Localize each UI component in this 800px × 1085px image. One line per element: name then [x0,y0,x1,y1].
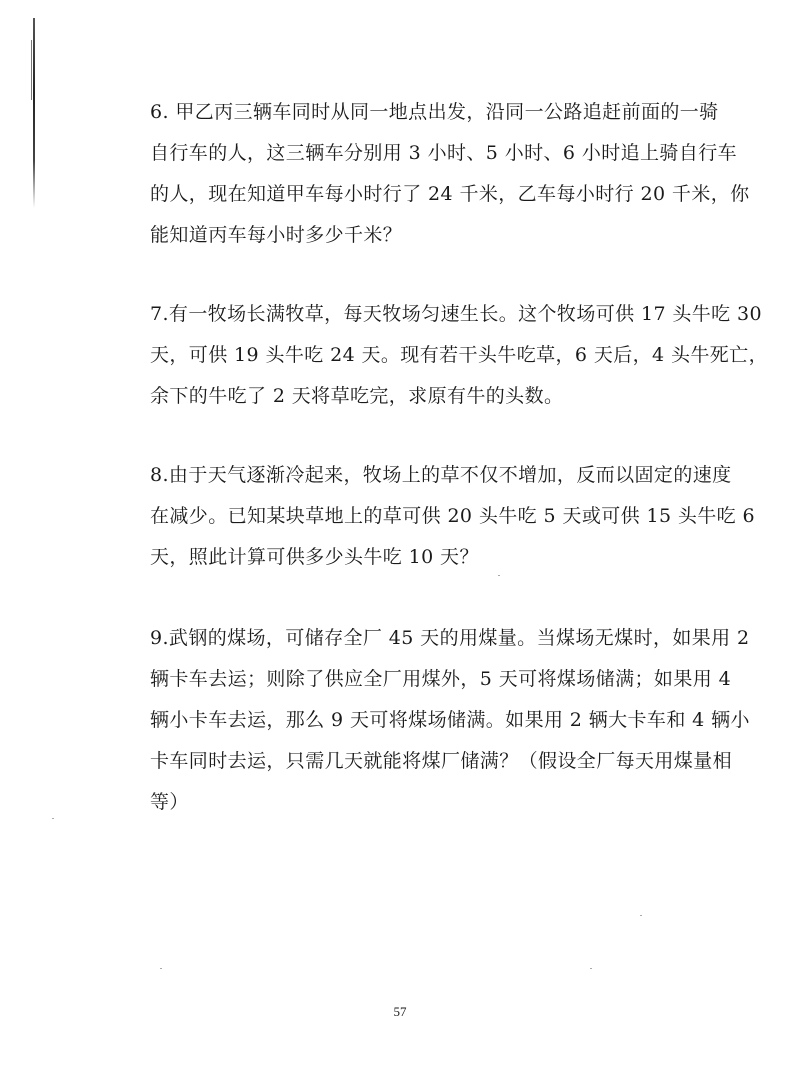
problem-9-line: 等） [150,791,189,813]
problem-9-line: 卡车同时去运，只需几天就能将煤厂储满？（假设全厂每天用煤量相 [150,750,733,772]
scan-speck [640,915,642,916]
problem-7-line: 余下的牛吃了 2 天将草吃完，求原有牛的头数。 [150,385,564,407]
problem-7 [150,294,768,417]
page-number: 57 [393,1004,407,1019]
problem-9-line: 辆小卡车去运，那么 9 天可将煤场储满。如果用 2 辆大卡车和 4 辆小 [150,709,750,731]
problem-7-line: 天，可供 19 头牛吃 24 天。现有若干头牛吃草，6 天后，4 头牛死亡， [150,344,768,366]
problem-6-line: 6. 甲乙丙三辆车同时从同一地点出发，沿同一公路追赶前面的一骑 [150,101,719,123]
scan-binding-edge-secondary [31,40,32,100]
problem-8-line: 在减少。已知某块草地上的草可供 20 头牛吃 5 天或可供 15 头牛吃 6 [150,505,756,527]
problem-6-line: 能知道丙车每小时多少千米？ [150,224,403,246]
scan-speck [498,575,500,576]
scan-speck [52,818,54,819]
problem-9-line: 辆卡车去运；则除了供应全厂用煤外，5 天可将煤场储满；如果用 4 [150,668,732,690]
problem-6-line: 的人，现在知道甲车每小时行了 24 千米，乙车每小时行 20 千米，你 [150,183,750,205]
scan-speck [160,968,162,969]
problem-8-line: 8.由于天气逐渐冷起来，牧场上的草不仅不增加，反而以固定的速度 [150,464,732,486]
problem-9-line: 9.武钢的煤场，可储存全厂 45 天的用煤量。当煤场无煤时，如果用 2 [150,627,750,649]
scan-binding-edge [33,18,35,208]
problem-6 [150,92,750,256]
problem-8-line: 天，照此计算可供多少头牛吃 10 天？ [150,546,479,568]
scan-speck [590,968,592,969]
problem-9 [150,618,750,823]
problem-7-line: 7.有一牧场长满牧草，每天牧场匀速生长。这个牧场可供 17 头牛吃 30 [150,303,763,325]
problem-6-line: 自行车的人，这三辆车分别用 3 小时、5 小时、6 小时追上骑自行车 [150,142,738,164]
problem-8 [150,455,756,578]
